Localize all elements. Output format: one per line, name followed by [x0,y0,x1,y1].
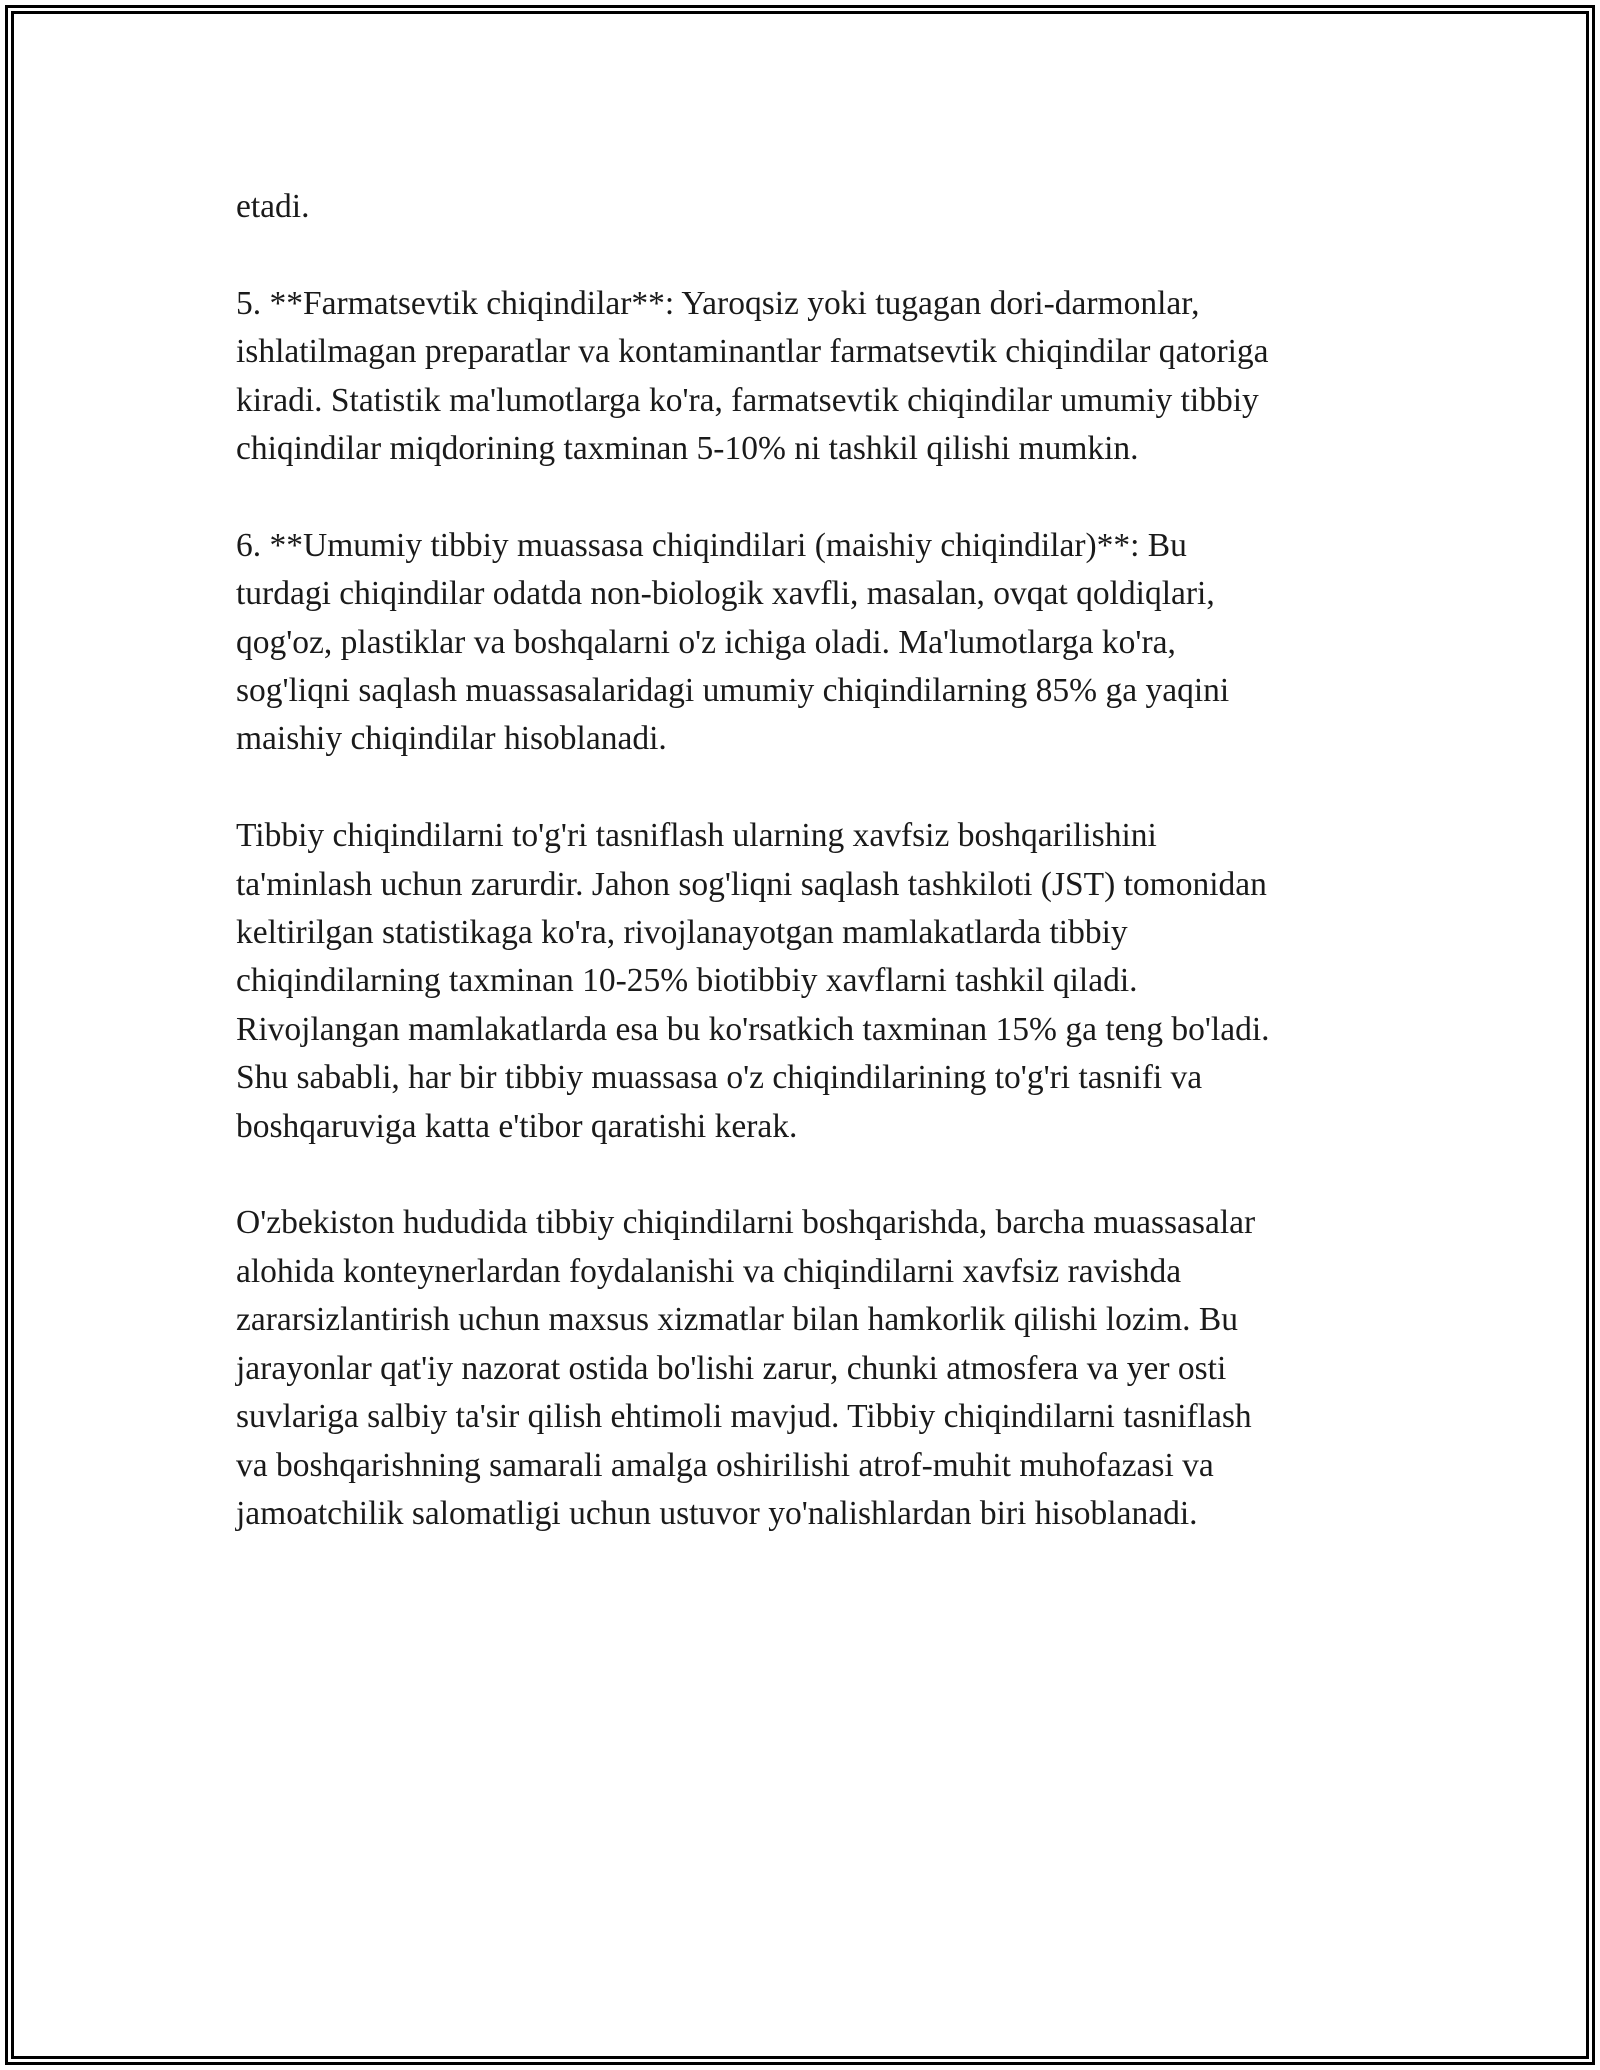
document-body [236,183,1386,1538]
text-line: 5. **Farmatsevtik chiqindilar**: Yaroqsiz yoki tugagan dori-darmonlar, [236,284,1200,322]
text-line: keltirilgan statistikaga ko'ra, rivojlanayotgan mamlakatlarda tibbiy [236,914,1128,952]
text-line: chiqindilar miqdorining taxminan 5-10% ni tashkil qilishi mumkin. [236,430,1139,468]
paragraph-general-waste [236,522,1386,764]
text-line: Rivojlangan mamlakatlarda esa bu ko'rsatkich taxminan 15% ga teng bo'ladi. [236,1010,1270,1048]
text-line: O'zbekiston hududida tibbiy chiqindilarni boshqarishda, barcha muassasalar [236,1204,1256,1242]
text-line: suvlariga salbiy ta'sir qilish ehtimoli mavjud. Tibbiy chiqindilarni tasniflash [236,1398,1252,1436]
text-line: boshqaruviga katta e'tibor qaratishi kerak. [236,1107,798,1145]
paragraph-uzbekistan-management [236,1199,1386,1538]
text-line: Tibbiy chiqindilarni to'g'ri tasniflash ularning xavfsiz boshqarilishini [236,817,1157,855]
paragraph-continuation [236,183,1386,231]
text-line: kiradi. Statistik ma'lumotlarga ko'ra, farmatsevtik chiqindilar umumiy tibbiy [236,381,1259,419]
text-line: jarayonlar qat'iy nazorat ostida bo'lishi zarur, chunki atmosfera va yer osti [236,1349,1227,1387]
text-line: ta'minlash uchun zarurdir. Jahon sog'liqni saqlash tashkiloti (JST) tomonidan [236,865,1267,903]
text-line: jamoatchilik salomatligi uchun ustuvor yo'nalishlardan biri hisoblanadi. [236,1494,1198,1532]
text-line: chiqindilarning taxminan 10-25% biotibbiy xavflarni tashkil qiladi. [236,962,1138,1000]
text-line: sog'liqni saqlash muassasalaridagi umumiy chiqindilarning 85% ga yaqini [236,672,1230,710]
text-line: maishiy chiqindilar hisoblanadi. [236,720,667,758]
text-line: zararsizlantirish uchun maxsus xizmatlar bilan hamkorlik qilishi lozim. Bu [236,1301,1238,1339]
text-line: 6. **Umumiy tibbiy muassasa chiqindilari (maishiy chiqindilar)**: Bu [236,526,1187,564]
text-line: turdagi chiqindilar odatda non-biologik xavfli, masalan, ovqat qoldiqlari, [236,575,1215,613]
text-line: etadi. [236,188,310,225]
text-line: va boshqarishning samarali amalga oshirilishi atrof-muhit muhofazasi va [236,1446,1214,1484]
paragraph-pharmaceutical-waste [236,280,1386,474]
text-line: alohida konteynerlardan foydalanishi va chiqindilarni xavfsiz ravishda [236,1252,1182,1290]
text-line: Shu sababli, har bir tibbiy muassasa o'z chiqindilarining to'g'ri tasnifi va [236,1059,1203,1097]
paragraph-classification-importance [236,812,1386,1151]
text-line: qog'oz, plastiklar va boshqalarni o'z ichiga oladi. Ma'lumotlarga ko'ra, [236,623,1176,661]
text-line: ishlatilmagan preparatlar va kontaminantlar farmatsevtik chiqindilar qatoriga [236,333,1269,371]
